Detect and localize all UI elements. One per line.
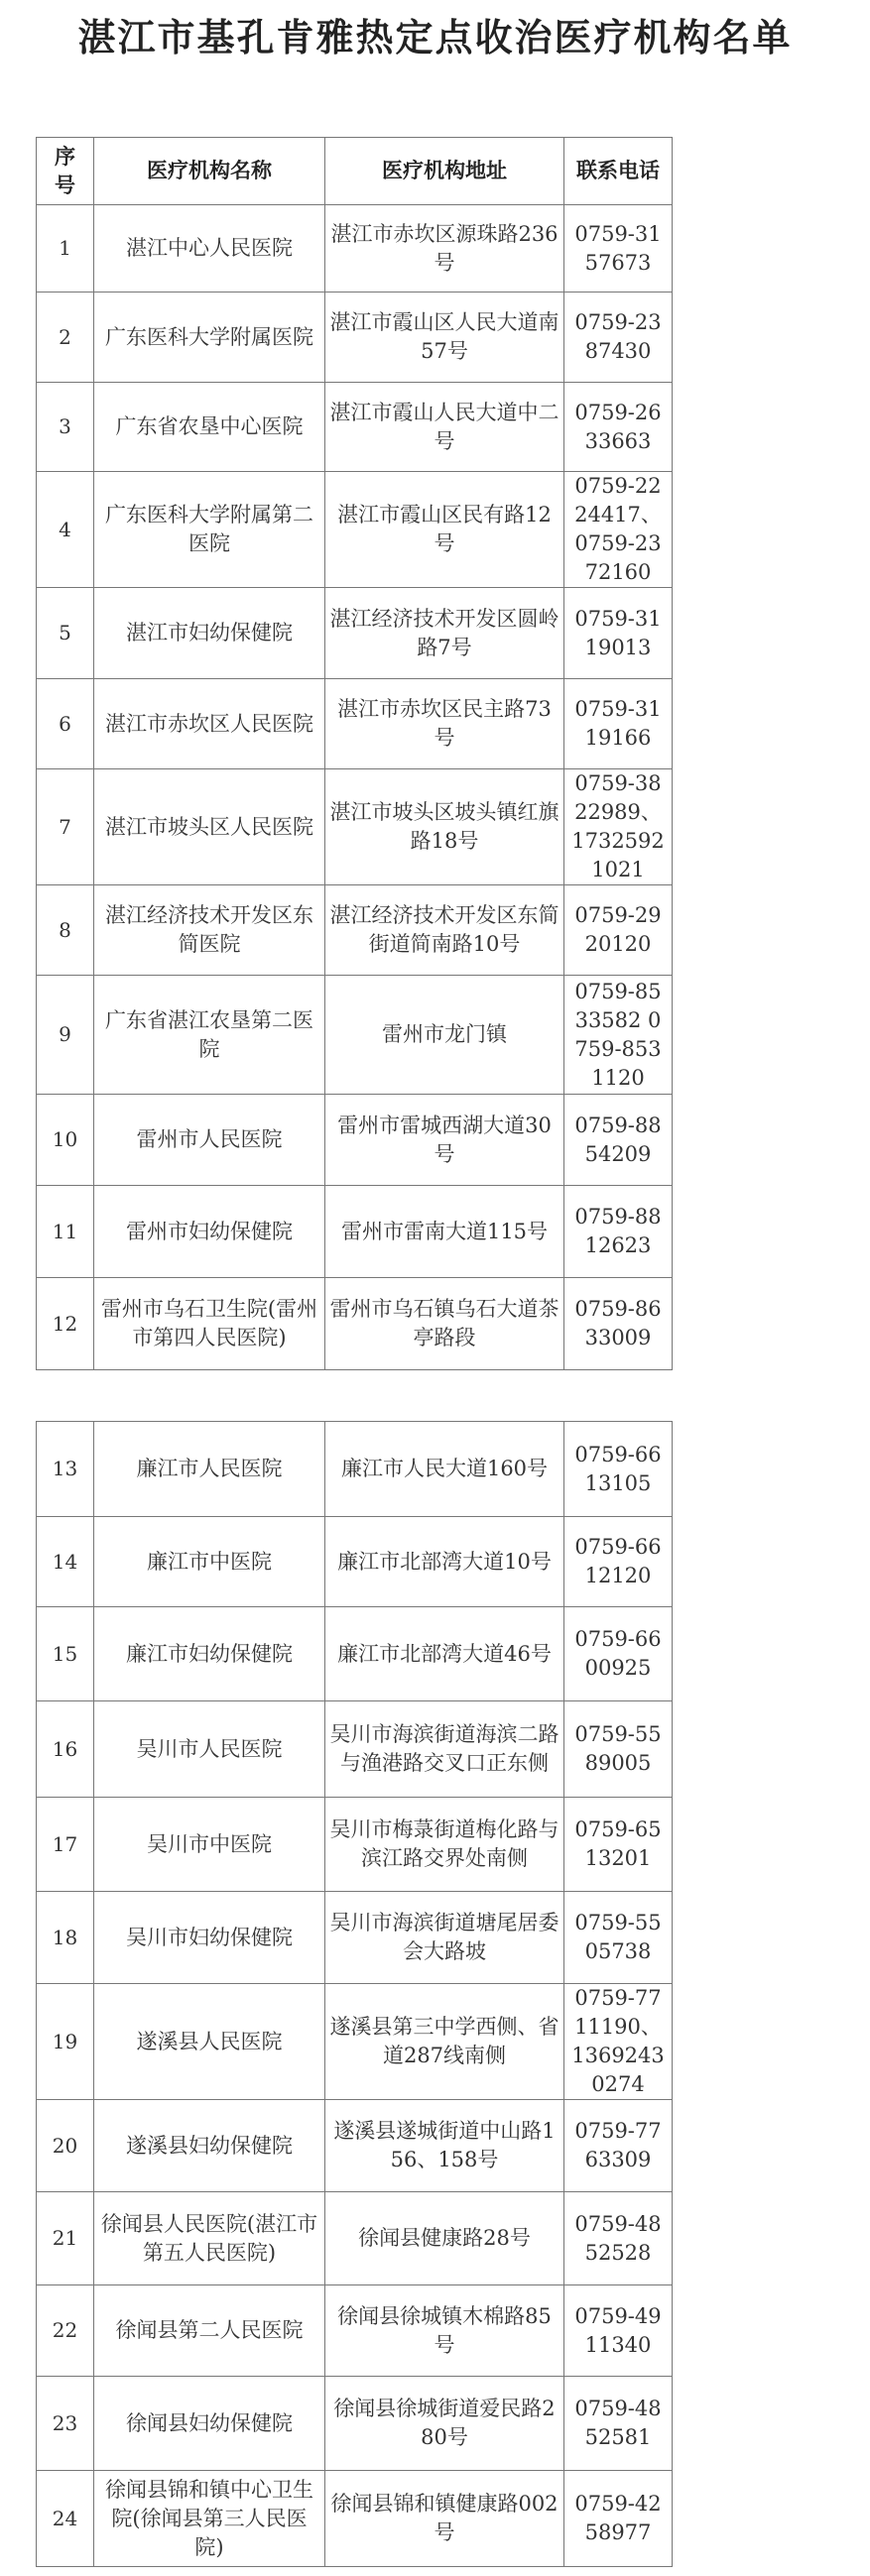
table-row [37,2471,673,2567]
cell-no: 5 [37,588,94,679]
table-row [37,1422,673,1517]
cell-no: 6 [37,679,94,769]
cell-no: 21 [37,2192,94,2285]
cell-name: 廉江市人民医院 [94,1422,325,1517]
cell-name: 廉江市中医院 [94,1517,325,1607]
cell-address: 遂溪县第三中学西侧、省道287线南侧 [325,1984,564,2100]
cell-no: 16 [37,1701,94,1798]
cell-phone: 0759-6513201 [564,1798,673,1892]
cell-no: 7 [37,769,94,885]
cell-phone: 0759-7711190、13692430274 [564,1984,673,2100]
cell-name: 湛江市妇幼保健院 [94,588,325,679]
header-name: 医疗机构名称 [94,138,325,205]
page-title: 湛江市基孔肯雅热定点收治医疗机构名单 [77,16,793,59]
cell-name: 吴川市中医院 [94,1798,325,1892]
cell-no: 11 [37,1186,94,1278]
table-row [37,1892,673,1984]
cell-no: 10 [37,1095,94,1186]
table-header-row [37,138,673,205]
cell-name: 徐闻县人民医院(湛江市第五人民医院) [94,2192,325,2285]
cell-no: 4 [37,472,94,588]
cell-no: 2 [37,293,94,383]
cell-no: 12 [37,1278,94,1370]
table-row [37,885,673,976]
table-row [37,679,673,769]
cell-no: 8 [37,885,94,976]
cell-name: 湛江中心人民医院 [94,205,325,293]
cell-phone: 0759-8854209 [564,1095,673,1186]
table-row [37,383,673,472]
table-row [37,2100,673,2192]
cell-no: 20 [37,2100,94,2192]
cell-name: 吴川市人民医院 [94,1701,325,1798]
cell-phone: 0759-4852581 [564,2377,673,2471]
table-row [37,976,673,1095]
cell-no: 14 [37,1517,94,1607]
cell-phone: 0759-2633663 [564,383,673,472]
cell-name: 吴川市妇幼保健院 [94,1892,325,1984]
table-row [37,1517,673,1607]
cell-address: 徐闻县徐城街道爱民路280号 [325,2377,564,2471]
cell-phone: 0759-8533582 0759-8531120 [564,976,673,1095]
cell-phone: 0759-2224417、0759-2372160 [564,472,673,588]
cell-address: 廉江市人民大道160号 [325,1422,564,1517]
table-row [37,2192,673,2285]
cell-phone: 0759-3119013 [564,588,673,679]
cell-address: 吴川市海滨街道海滨二路与渔港路交叉口正东侧 [325,1701,564,1798]
hospital-table-part-2 [36,1421,673,2567]
cell-address: 廉江市北部湾大道46号 [325,1607,564,1701]
cell-phone: 0759-3822989、17325921021 [564,769,673,885]
cell-address: 徐闻县徐城镇木棉路85号 [325,2285,564,2377]
cell-phone: 0759-3157673 [564,205,673,293]
cell-address: 湛江经济技术开发区圆岭路7号 [325,588,564,679]
cell-address: 雷州市龙门镇 [325,976,564,1095]
cell-name: 湛江市赤坎区人民医院 [94,679,325,769]
cell-name: 广东医科大学附属第二医院 [94,472,325,588]
cell-no: 18 [37,1892,94,1984]
cell-name: 湛江经济技术开发区东简医院 [94,885,325,976]
cell-phone: 0759-8633009 [564,1278,673,1370]
header-no: 序号 [37,138,94,205]
cell-name: 徐闻县第二人民医院 [94,2285,325,2377]
cell-phone: 0759-4911340 [564,2285,673,2377]
cell-no: 19 [37,1984,94,2100]
cell-address: 雷州市雷南大道115号 [325,1186,564,1278]
table-row [37,2377,673,2471]
cell-phone: 0759-2387430 [564,293,673,383]
cell-address: 廉江市北部湾大道10号 [325,1517,564,1607]
cell-phone: 0759-5505738 [564,1892,673,1984]
cell-phone: 0759-3119166 [564,679,673,769]
table-row [37,1798,673,1892]
cell-name: 雷州市人民医院 [94,1095,325,1186]
table-row [37,1186,673,1278]
cell-address: 湛江市霞山区民有路12号 [325,472,564,588]
cell-address: 湛江经济技术开发区东简街道简南路10号 [325,885,564,976]
cell-name: 廉江市妇幼保健院 [94,1607,325,1701]
cell-no: 9 [37,976,94,1095]
table-row [37,1984,673,2100]
table-row [37,1095,673,1186]
table-row [37,472,673,588]
table-row [37,588,673,679]
cell-no: 17 [37,1798,94,1892]
cell-phone: 0759-7763309 [564,2100,673,2192]
table-row [37,769,673,885]
cell-address: 徐闻县锦和镇健康路002号 [325,2471,564,2567]
cell-address: 雷州市乌石镇乌石大道茶亭路段 [325,1278,564,1370]
cell-no: 1 [37,205,94,293]
cell-address: 徐闻县健康路28号 [325,2192,564,2285]
cell-phone: 0759-5589005 [564,1701,673,1798]
cell-name: 雷州市乌石卫生院(雷州市第四人民医院) [94,1278,325,1370]
cell-name: 遂溪县人民医院 [94,1984,325,2100]
table-row [37,205,673,293]
cell-address: 湛江市赤坎区源珠路236号 [325,205,564,293]
cell-address: 雷州市雷城西湖大道30号 [325,1095,564,1186]
cell-phone: 0759-2920120 [564,885,673,976]
table-row [37,2285,673,2377]
cell-phone: 0759-6612120 [564,1517,673,1607]
cell-no: 15 [37,1607,94,1701]
cell-no: 23 [37,2377,94,2471]
cell-no: 13 [37,1422,94,1517]
cell-address: 湛江市霞山区人民大道南57号 [325,293,564,383]
table-row [37,1607,673,1701]
cell-no: 22 [37,2285,94,2377]
cell-name: 广东省湛江农垦第二医院 [94,976,325,1095]
cell-no: 24 [37,2471,94,2567]
cell-name: 遂溪县妇幼保健院 [94,2100,325,2192]
cell-address: 湛江市赤坎区民主路73号 [325,679,564,769]
cell-address: 吴川市海滨街道塘尾居委会大路坡 [325,1892,564,1984]
cell-phone: 0759-4852528 [564,2192,673,2285]
cell-address: 湛江市霞山人民大道中二号 [325,383,564,472]
cell-address: 遂溪县遂城街道中山路156、158号 [325,2100,564,2192]
cell-name: 湛江市坡头区人民医院 [94,769,325,885]
cell-phone: 0759-4258977 [564,2471,673,2567]
hospital-table-part-1 [36,137,673,1370]
cell-address: 吴川市梅菉街道梅化路与滨江路交界处南侧 [325,1798,564,1892]
cell-no: 3 [37,383,94,472]
table-row [37,1278,673,1370]
cell-phone: 0759-6600925 [564,1607,673,1701]
cell-address: 湛江市坡头区坡头镇红旗路18号 [325,769,564,885]
cell-name: 徐闻县锦和镇中心卫生院(徐闻县第三人民医院) [94,2471,325,2567]
cell-name: 广东医科大学附属医院 [94,293,325,383]
header-phone: 联系电话 [564,138,673,205]
cell-name: 徐闻县妇幼保健院 [94,2377,325,2471]
table-row [37,293,673,383]
cell-name: 广东省农垦中心医院 [94,383,325,472]
header-address: 医疗机构地址 [325,138,564,205]
cell-phone: 0759-8812623 [564,1186,673,1278]
table-row [37,1701,673,1798]
cell-name: 雷州市妇幼保健院 [94,1186,325,1278]
cell-phone: 0759-6613105 [564,1422,673,1517]
